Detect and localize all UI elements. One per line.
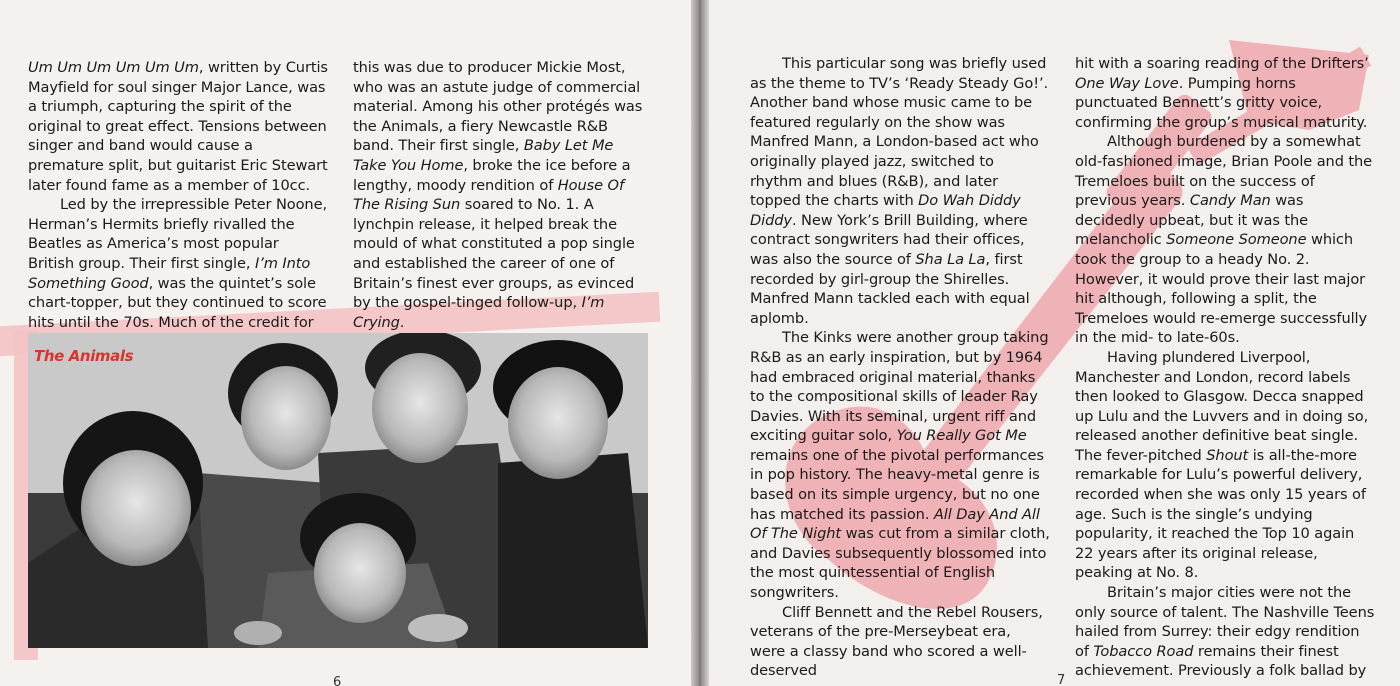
italic-title: One Way Love xyxy=(1075,74,1179,92)
right-column-1 xyxy=(750,54,1050,681)
text-run: soared to No. 1. A lynchpin release, it helped break the mould of what constituted a pop single and established the career of one of Britain’s finest ever groups, as evinced by the gospel-tinged follow-up, xyxy=(353,196,635,312)
paragraph xyxy=(1075,348,1375,583)
paragraph xyxy=(28,58,328,195)
paragraph xyxy=(28,195,328,332)
italic-title: I’m Crying xyxy=(353,294,605,331)
paragraph xyxy=(1075,583,1375,681)
paragraph xyxy=(750,328,1050,602)
left-column-1 xyxy=(28,58,328,332)
left-page xyxy=(0,0,691,686)
text-run: . New York’s Brill Building, where contract songwriters had their offices, was also the source of xyxy=(750,211,1028,268)
italic-title: Do Wah Diddy Diddy xyxy=(750,192,1021,229)
book-gutter xyxy=(691,0,709,686)
band-photo-image xyxy=(28,333,648,648)
text-run: was cut from a similar cloth, and Davies subsequently blossomed into the most quintessential of English songwriters. xyxy=(750,525,1050,602)
italic-title: Shout xyxy=(1206,446,1249,464)
text-run: Britain’s major cities were not the only source of talent. The Nashville Teens hailed from Surrey: their edgy rendition of xyxy=(1075,584,1375,660)
text-run: , broke the ice before a lengthy, moody rendition of xyxy=(353,156,631,194)
page-number: 6 xyxy=(333,675,342,686)
italic-title: Candy Man xyxy=(1189,192,1271,210)
right-page xyxy=(709,0,1400,686)
page-number: 7 xyxy=(1057,673,1066,686)
text-run: is all-the-more remarkable for Lulu’s powerful delivery, recorded when she was only 15 years of age. Such is the single’s undying popularity, it reached the Top 10 again 22 years after its original release, peaking at No. 8. xyxy=(1075,446,1366,582)
paragraph xyxy=(750,603,1050,681)
text-run: , written by Curtis Mayfield for soul singer Major Lance, was a triumph, capturing the spirit of the original to great effect. Tensions between singer and band would cause a premature split, but guitarist Eric Stewart later found fame as a member of 10cc. xyxy=(28,59,328,194)
text-run: The Kinks were another group taking R&B as an early inspiration, but by 1964 had embraced original material, thanks to the compositional skills of leader Ray Davies. With its seminal, urgent riff and exciting guitar solo, xyxy=(750,329,1049,445)
text-run: which took the group to a heady No. 2. However, it would prove their last major hit although, following a split, the Tremeloes would re-emerge successfully in the mid- to late-60s. xyxy=(1075,231,1368,347)
text-run: was decidedly upbeat, but it was the melancholic xyxy=(1075,192,1309,249)
italic-title: Baby Let Me Take You Home xyxy=(353,137,614,174)
paragraph xyxy=(750,54,1050,328)
italic-title: I’m Into Something Good xyxy=(28,254,311,292)
text-run: hit with a soaring reading of the Drifters’ xyxy=(1075,55,1369,72)
italic-title: All Day And All Of The Night xyxy=(750,505,1040,543)
photo-caption: The Animals xyxy=(34,347,134,365)
left-column-2 xyxy=(353,58,645,332)
paragraph xyxy=(353,58,645,332)
band-photo xyxy=(28,333,648,648)
text-run: This particular song was briefly used as the theme to TV’s ‘Ready Steady Go!’. Another band whose music came to be featured regularly on the show was Manfred Mann, a London-based act who originally played jazz, switched to rhythm and blues (R&B), and later topped the charts with xyxy=(750,55,1049,210)
text-run: Although burdened by a somewhat old-fashioned image, Brian Poole and the Tremeloes built on the success of previous years. xyxy=(1075,133,1373,210)
text-run: remains one of the pivotal performances in pop history. The heavy-metal genre is based on its simple urgency, but no one has matched its passion. xyxy=(750,446,1044,523)
paragraph xyxy=(1075,54,1375,132)
italic-title: Um Um Um Um Um Um xyxy=(28,59,199,76)
paragraph xyxy=(1075,132,1375,348)
italic-title: You Really Got Me xyxy=(896,427,1027,445)
text-run: Having plundered Liverpool, Manchester and London, record labels then looked to Glasgow. Decca snapped up Lulu and the Luvvers and in doing so, released another definitive beat single. The fever-pitched xyxy=(1075,348,1369,464)
text-run: , was the quintet’s sole chart-topper, but they continued to score hits until the 70s. Much of the credit for xyxy=(28,274,327,331)
italic-title: Someone Someone xyxy=(1166,231,1307,249)
text-run: remains their finest achievement. Previously a folk ballad by xyxy=(1075,642,1367,680)
text-run: . Pumping horns punctuated Bennett’s gritty voice, confirming the group’s musical maturity. xyxy=(1075,74,1368,131)
text-run: . xyxy=(399,313,405,331)
right-column-2 xyxy=(1075,54,1375,681)
text-run: this was due to producer Mickie Most, who was an astute judge of commercial material. Among his other protégés was the Animals, a fiery Newcastle R&B band. Their first single, xyxy=(353,59,643,155)
italic-title: Sha La La xyxy=(915,250,986,268)
text-run: Led by the irrepressible Peter Noone, Herman’s Hermits briefly rivalled the Beatles as America’s most popular British group. Their first single, xyxy=(28,196,327,272)
italic-title: House Of The Rising Sun xyxy=(353,176,624,214)
text-run: , first recorded by girl-group the Shirelles. Manfred Mann tackled each with equal aplomb. xyxy=(750,250,1030,327)
italic-title: Tobacco Road xyxy=(1093,642,1194,660)
text-run: Cliff Bennett and the Rebel Rousers, veterans of the pre-Merseybeat era, were a classy band who scored a well-deserved xyxy=(750,603,1043,680)
